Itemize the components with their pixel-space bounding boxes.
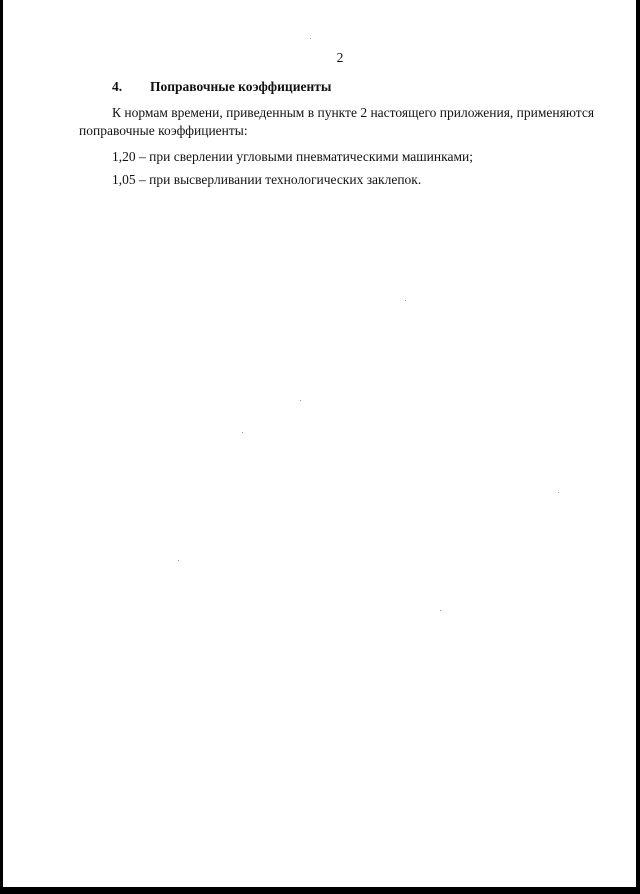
scan-speck (405, 300, 406, 301)
coefficient-item-2: 1,05 – при высверливании технологических заклепок. (112, 172, 422, 187)
intro-paragraph-line-1: К нормам времени, приведенным в пункте 2 настоящего приложения, применяются (112, 105, 595, 120)
section-number: 4. (112, 79, 123, 94)
scan-speck (178, 560, 179, 561)
section-heading (112, 79, 331, 95)
scan-border-right (636, 0, 640, 894)
scan-speck (440, 610, 441, 611)
page-number: 2 (336, 50, 344, 65)
scan-speck (242, 432, 243, 433)
coefficient-item-1: 1,20 – при сверлении угловыми пневматическими машинками; (112, 149, 473, 164)
scan-border-bottom (0, 887, 640, 894)
scan-border-left (0, 0, 3, 894)
scan-speck (310, 38, 311, 39)
scan-speck (558, 492, 559, 493)
section-title: Поправочные коэффициенты (150, 79, 332, 94)
scan-speck (300, 400, 301, 401)
intro-paragraph-line-2: поправочные коэффициенты: (79, 123, 248, 138)
